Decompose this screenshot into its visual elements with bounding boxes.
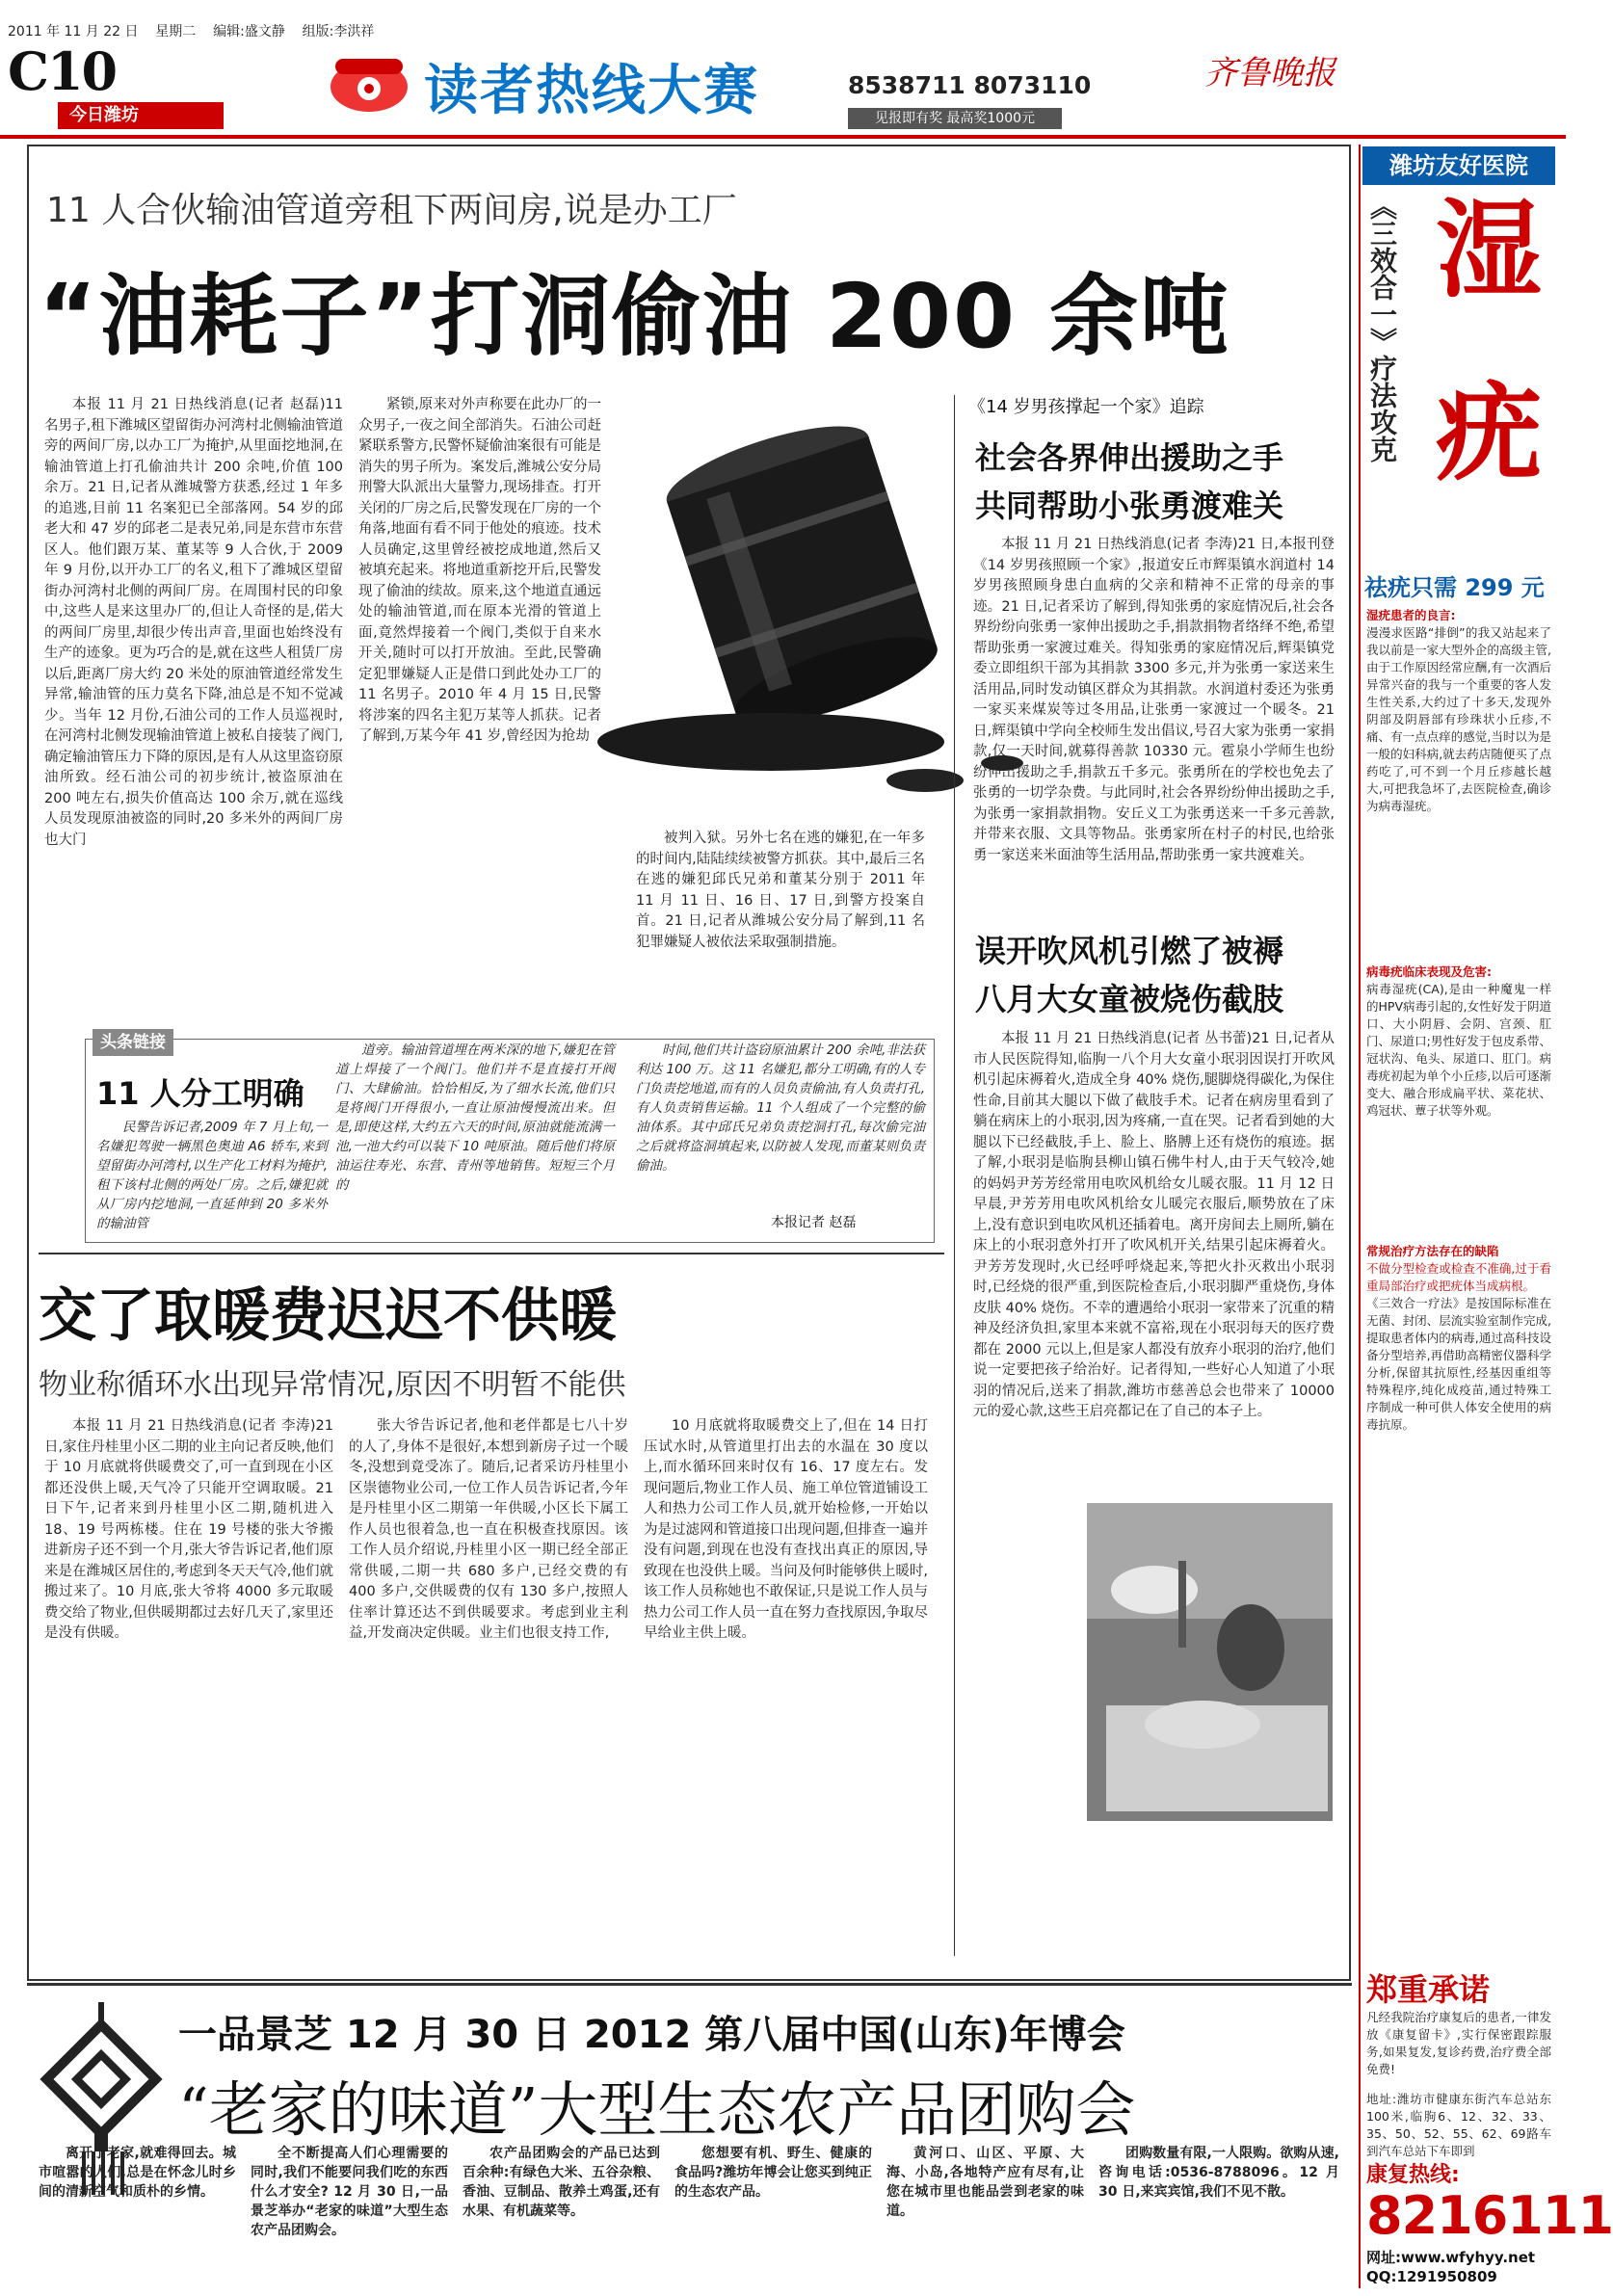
story2-column-2: 张大爷告诉记者,他和老伴都是七八十岁的人了,身体不是很好,本想到新房子过一个暖冬,没想到竟受冻了。随后,记者采访丹桂里小区崇德物业公司,一位工作人员告诉记者,今年是丹桂里小区二期第一年供暖,小区长下属工作人员也很着急,也一直在积极查找原因。该工作人员介绍说,丹桂里小区一期已经全部正常供暖,二期一共 680 多户,已经交费的有 400 多户,交供暖费的仅有 130 多户,按照人住率计算还达不到供暖要求。考虑到业主利益,开发商决定供暖。业主们也很支持工作, xyxy=(349,1418,628,1641)
bottom-ad-col1: 离开了老家,就难得回去。城市喧嚣的人们,总是在怀念儿时乡间的清新空气和质朴的乡情。 xyxy=(39,2146,236,2200)
bottom-ad-col2: 全不断提高人们心理需要的同时,我们不能要问我们吃的东西什么才安全? 12 月 30 日,一品景芝举办“老家的味道”大型生态农产品团购会。 xyxy=(251,2146,448,2238)
ad-section-body: 病毒湿疣(CA),是由一种魔鬼一样的HPV病毒引起的,女性好发于阴道口、大小阴唇、会阴、宫颈、肛门、尿道口;男性好发于包皮系带、冠状沟、龟头、尿道口、肛门。病毒疣初起为单个小丘疹,以后可逐渐变大、融合形成扁平状、菜花状、鸡冠状、蕈子状等外观。 xyxy=(1366,982,1551,1118)
ad-phone-label: 康复热线: xyxy=(1366,2163,1460,2187)
ad-big-char-2: 疣 xyxy=(1436,372,1542,495)
bottom-ad-col6: 团购数量有限,一人限购。欲购从速,咨询电话:0536-8788096。12 月 30 日,来宾宾馆,我们不见不散。 xyxy=(1098,2146,1339,2200)
story2-headline: 交了取暖费迟迟不供暖 xyxy=(39,1282,617,1350)
story4-headline-line1: 误开吹风机引燃了被褥 xyxy=(975,933,1284,969)
hotline-title: 读者热线大赛 xyxy=(424,60,759,122)
ad-section-title: 病毒疣临床表现及危害: xyxy=(1366,964,1492,979)
hospital-photo xyxy=(1087,1503,1333,1821)
sidebar-column-2: 道旁。输油管道埋在两米深的地下,嫌犯在管道上焊接了一个阀门。他们并不是直接打开阀门、大肆偷油。恰恰相反,为了细水长流,他们只是将阀门开得很小,一直让原油慢慢流出来。但是,即使这样,大约五六天的时间,原油就能流满一池,一池大约可以装下 10 吨原油。随后他们将原油运往寿光、东营、青州等地销售。短短三个月的 xyxy=(335,1042,615,1193)
masthead-logo: 齐鲁晚报 xyxy=(1204,54,1335,92)
ad-website: 网址:www.wfyhyy.net xyxy=(1366,2249,1536,2266)
ad-vertical-slogan: 《三效合一》疗法攻克 xyxy=(1366,193,1398,462)
telephone-icon xyxy=(326,43,412,116)
ad-promise-body: 凡经我院治疗康复后的患者,一律发放《康复留卡》,实行保密跟踪服务,如果复发,复诊药费,治疗费全部免费! xyxy=(1366,2010,1551,2076)
ad-price-line: 祛疣只需 299 元 xyxy=(1364,574,1545,601)
bottom-ad-col3: 农产品团购会的产品已达到百余种:有绿色大米、五谷杂粮、香油、豆制品、散养土鸡蛋,还有水果、有机蔬菜等。 xyxy=(463,2146,660,2219)
story1-kicker: 11 人合伙输油管道旁租下两间房,说是办工厂 xyxy=(46,191,737,230)
story2-column-3: 10 月底就将取暖费交上了,但在 14 日打压试水时,从管道里打出去的水温在 30 度以上,而水循环回来时仅有 16、17 度左右。发现问题后,物业工作人员、施工单位管道铺设工人和热力公司工作人员,就开始检修,一开始以为是过滤网和管道接口出现问题,但排查一遍并没有问题,到现在也没有查找出真正的原因,导致现在也没供上暖。当问及何时能够供上暖时,该工作人员称她也不敢保证,只是说工作人员与热力公司工作人员一直在努力查找原因,争取尽早给业主供上暖。 xyxy=(644,1418,928,1641)
column-divider xyxy=(954,395,955,1956)
bottom-ad-line2: “老家的味道”大型生态农产品团购会 xyxy=(178,2074,1136,2145)
story3-headline-line1: 社会各界伸出援助之手 xyxy=(975,439,1284,476)
sidebar-column-1: 民警告诉记者,2009 年 7 月上旬,一名嫌犯驾驶一辆黑色奥迪 A6 轿车,来到望留街办河湾村,以生产化工材料为掩护,租下该村北侧的两处厂房。之后,嫌犯就从厂房内挖地洞,一直延伸到 20 多米外的输油管 xyxy=(96,1120,328,1231)
story4-headline-line2: 八月大女童被烧伤截肢 xyxy=(975,981,1284,1017)
ad-intro: 漫漫求医路“排倒”的我又站起来了 我以前是一家大型外企的高级主管,由于工作原因经常应酬,有一次酒后异常兴奋的我与一个重要的客人发生性关系,大约过了十多天,发现外阴部及阴唇部有珍珠状小丘疹,不痛、有一点点痒的感觉,当时以为是一般的妇科病,就去药店随便买了点药吃了,可不到一个月丘疹越长越大,可把我急坏了,去医院检查,确诊为病毒湿疣。 xyxy=(1366,625,1551,813)
story3-headline-line2: 共同帮助小张勇渡难关 xyxy=(975,488,1284,524)
ad-method-warning: 不做分型检查或检查不准确,过于看重局部治疗或把疣体当成病根。 xyxy=(1366,1261,1551,1293)
page-number: C10 xyxy=(8,40,117,102)
story1-column-1: 本报 11 月 21 日热线消息(记者 赵磊)11 名男子,租下潍城区望留街办河湾村北侧输油管道旁的两间厂房,以办工厂为掩护,从里面挖地洞,在输油管道上打孔偷油共计 200 余吨,价值 100 余万。21 日,记者从潍城警方获悉,经过 1 年多的追逃,目前 11 名案犯已全部落网。54 岁的邱老大和 47 岁的邱老二是表兄弟,同是东营市东营区人。他们跟万某、董某等 9 人合伙,于 2009 年 9 月份,以开办工厂的名义,租下了潍城区望留街办河湾村北侧的两间厂房。在周围村民的印象中,这些人是来这里办厂的,但让人奇怪的是,偌大的两间厂房里,却很少传出声音,里面也始终没有生产的迹象。更为巧合的是,就在这些人租赁厂房以后,距离厂房大约 20 米处的原油管道经常发生异常,输油管的压力莫名下降,油总是不知不觉减少。当年 12 月份,石油公司的工作人员巡视时,在河湾村北侧发现输油管道上被私自接装了阀门,确定输油管压力下降的原因,是有人从这里盗窃原油所致。经石油公司的初步统计,被盗原油在 200 吨左右,损失价值高达 100 余万,就在巡线人员发现原油被盗的同时,20 多米外的两间厂房也大门 xyxy=(44,397,343,848)
story1-headline: “油耗子”打洞偷油 200 余吨 xyxy=(39,265,1231,368)
story1-column-3: 被判入狱。另外七名在逃的嫌犯,在一年多的时间内,陆陆续续被警方抓获。其中,最后三名在逃的嫌犯邱氏兄弟和董某分别于 2011 年 11 月 11 日、16 日、17 日,到警方投案自首。21 日,记者从潍城公安分局了解到,11 名犯罪嫌疑人被依法采取强制措施。 xyxy=(636,831,925,950)
ad-qq: QQ:1291950809 xyxy=(1366,2268,1497,2285)
ad-method-body: 《三效合一疗法》是按国际标准在无菌、封闭、层流实验室制作完成,提取患者体内的病毒,通过高科技设备分型培养,再借助高精密仪器科学分析,保留其抗原性,经基因重组等特殊程序,纯化成疫苗,通过特殊工序制成一种可供人体安全使用的病毒抗原。 xyxy=(1366,1296,1551,1432)
hotline-numbers: 8538711 8073110 xyxy=(848,71,1092,99)
story3-series: 《14 岁男孩撑起一个家》追踪 xyxy=(968,397,1204,417)
ad-phone-number: 8216111 xyxy=(1366,2185,1613,2246)
bottom-ad-rule xyxy=(27,1983,1352,1986)
ad-big-char-1: 湿 xyxy=(1436,189,1542,312)
ad-promise-title: 郑重承诺 xyxy=(1366,1971,1491,2008)
sidebar-title: 11 人分工明确 xyxy=(96,1075,304,1112)
sidebar-byline: 本报记者 赵磊 xyxy=(771,1215,857,1230)
sidebar-column-3: 时间,他们共计盗窃原油累计 200 余吨,非法获利达 100 万。这 11 名嫌犯,都分工明确,有的人专门负责挖地道,而有的人员负责偷油,有人负责打孔,有人负责销售运输。11 个人组成了一个完整的偷油体系。其中邱氏兄弟负责挖洞打孔,每次偷完油之后就将盗洞填起来,以防被人发现,而董某则负责偷油。 xyxy=(636,1042,925,1174)
bottom-ad-col5: 黄河口、山区、平原、大海、小岛,各地特产应有尽有,让您在城市里也能品尝到老家的味道。 xyxy=(886,2146,1084,2219)
ad-intro-title: 湿疣患者的良言: xyxy=(1366,608,1456,622)
story3-body: 本报 11 月 21 日热线消息(记者 李涛)21 日,本报刊登《14 岁男孩照顾一个家》,报道安丘市辉渠镇水润道村 14 岁男孩照顾身患白血病的父亲和精神不正常的母亲的事迹。21 日,记者采访了解到,得知张勇的家庭情况后,社会各界纷纷向张勇一家伸出援助之手,捐款捐物者络绎不绝,希望帮助张勇一家渡过难关。得知张勇的家庭情况后,辉渠镇党委立即组织干部为其捐款 3300 多元,并为张勇一家送来生活用品,同时发动镇区群众为其捐款。水润道村委还为张勇一家买来煤炭等过冬用品,让张勇一家渡过一个暖冬。21 日,辉渠镇中学向全校师生发出倡议,号召大家为张勇一家捐款,仅一天时间,就募得善款 10330 元。雹泉小学师生也纷纷伸出援助之手,捐款五千多元。张勇所在的学校也免去了张勇的一切学杂费。与此同时,社会各界纷纷伸出援助之手,为张勇一家捐款捐物。安丘义工为张勇送来一千多元善款,并带来衣服、文具等物品。张勇家所在村子的村民,也给张勇一家送来米面油等生活用品,帮助张勇一家共渡难关。 xyxy=(973,537,1335,863)
sidebar-tag: 头条链接 xyxy=(93,1029,173,1056)
ad-hospital-name: 潍坊友好医院 xyxy=(1362,146,1555,185)
dateline: 2011 年 11 月 22 日 星期二 编辑:盛文静 组版:李洪祥 xyxy=(8,24,375,40)
story4-body: 本报 11 月 21 日热线消息(记者 丛书蕾)21 日,记者从市人民医院得知,临朐一八个月大女童小珉羽因误打开吹风机引起床褥着火,造成全身 40% 烧伤,腿脚烧得碳化,为保住性命,目前其大腿以下做了截肢手术。记者在病房里看到了躺在病床上的小珉羽,因为疼痛,一直在哭。记者看到她的大腿以下已经截肢,手上、脸上、胳膊上还有烧伤的痕迹。据了解,小珉羽是临朐县柳山镇石佛牛村人,由于天气较冷,她的妈妈尹芳芳经常用电吹风机给女儿暖衣服。11 月 12 日早晨,尹芳芳用电吹风机给女儿暖完衣服后,顺势放在了床上,没有意识到电吹风机还插着电。离开房间去上厕所,躺在床上的小珉羽意外打开了吹风机开关,结果引起床褥着火。尹芳芳发现时,火已经呼呼烧起来,等把火扑灭救出小珉羽时,已经烧的很严重,到医院检查后,小珉羽脚严重烧伤,身体皮肤 40% 烧伤。不幸的遭遇给小珉羽一家带来了沉重的精神及经济负担,家里本来就不富裕,现在小珉羽每天的医疗费都在 2000 元以上,但是家人都没有放弃小珉羽的治疗,他们说一定要把孩子给治好。记者得知,一些好心人知道了小珉羽的情况后,送来了捐款,潍坊市慈善总会也带来了 10000 元的爱心款,这些王启亮都记在了自己的本子上。 xyxy=(973,1031,1335,1419)
section-tag: 今日潍坊 xyxy=(58,102,224,129)
hotline-slogan: 见报即有奖 最高奖1000元 xyxy=(848,108,1062,129)
story1-column-2: 紧锁,原来对外声称要在此办厂的一众男子,一夜之间全部消失。石油公司赶紧联系警方,民警怀疑偷油案很有可能是消失的男子所为。案发后,潍城公安分局刑警大队派出大量警力,现场排查。打开关闭的厂房之后,民警发现在厂房的一个角落,地面有看不同于他处的痕迹。技术人员确定,这里曾经被挖成地道,然后又被填充起来。将地道重新挖开后,民警发现了偷油的续故。原来,这个地道直通远处的输油管道,而在原本光滑的管道上面,竟然焊接着一个阀门,类似于自来水开关,随时可以打开放油。至此,民警确定犯罪嫌疑人正是借口到此处办工厂的 11 名男子。2010 年 4 月 15 日,民警将涉案的四名主犯万某等人抓获。记者了解到,万某今年 41 岁,曾经因为抢劫 xyxy=(358,397,601,744)
bottom-ad-col4: 您想要有机、野生、健康的食品吗?潍坊年博会让您买到纯正的生态农产品。 xyxy=(674,2146,872,2200)
header-rule xyxy=(0,135,1566,139)
story2-column-1: 本报 11 月 21 日热线消息(记者 李涛)21 日,家住丹桂里小区二期的业主向记者反映,他们于 10 月底就将供暖费交了,可一直到现在小区都还没供上暖,天气冷了只能开空调取暖。21 日下午,记者来到丹桂里小区二期,随机进入 18、19 号两栋楼。住在 19 号楼的张大爷搬进新房子还不到一个月,张大爷告诉记者,他们原来是在潍城区居住的,考虑到冬天天气冷,他们就搬过来了。10 月底,张大爷将 4000 多元取暖费交给了物业,但供暖期都过去好几天了,家里还是没有供暖。 xyxy=(44,1418,333,1641)
bottom-ad-line1: 一品景芝 12 月 30 日 2012 第八届中国(山东)年博会 xyxy=(178,2013,1125,2057)
story2-kicker: 物业称循环水出现异常情况,原因不明暂不能供 xyxy=(39,1368,626,1402)
story2-divider xyxy=(39,1253,944,1254)
ad-method-title: 常规治疗方法存在的缺陷 xyxy=(1366,1244,1499,1258)
ad-address: 地址:潍坊市健康东街汽车总站东100米,临朐6、12、32、33、35、50、52、55、62、69路车到汽车总站下车即到 xyxy=(1366,2092,1551,2158)
